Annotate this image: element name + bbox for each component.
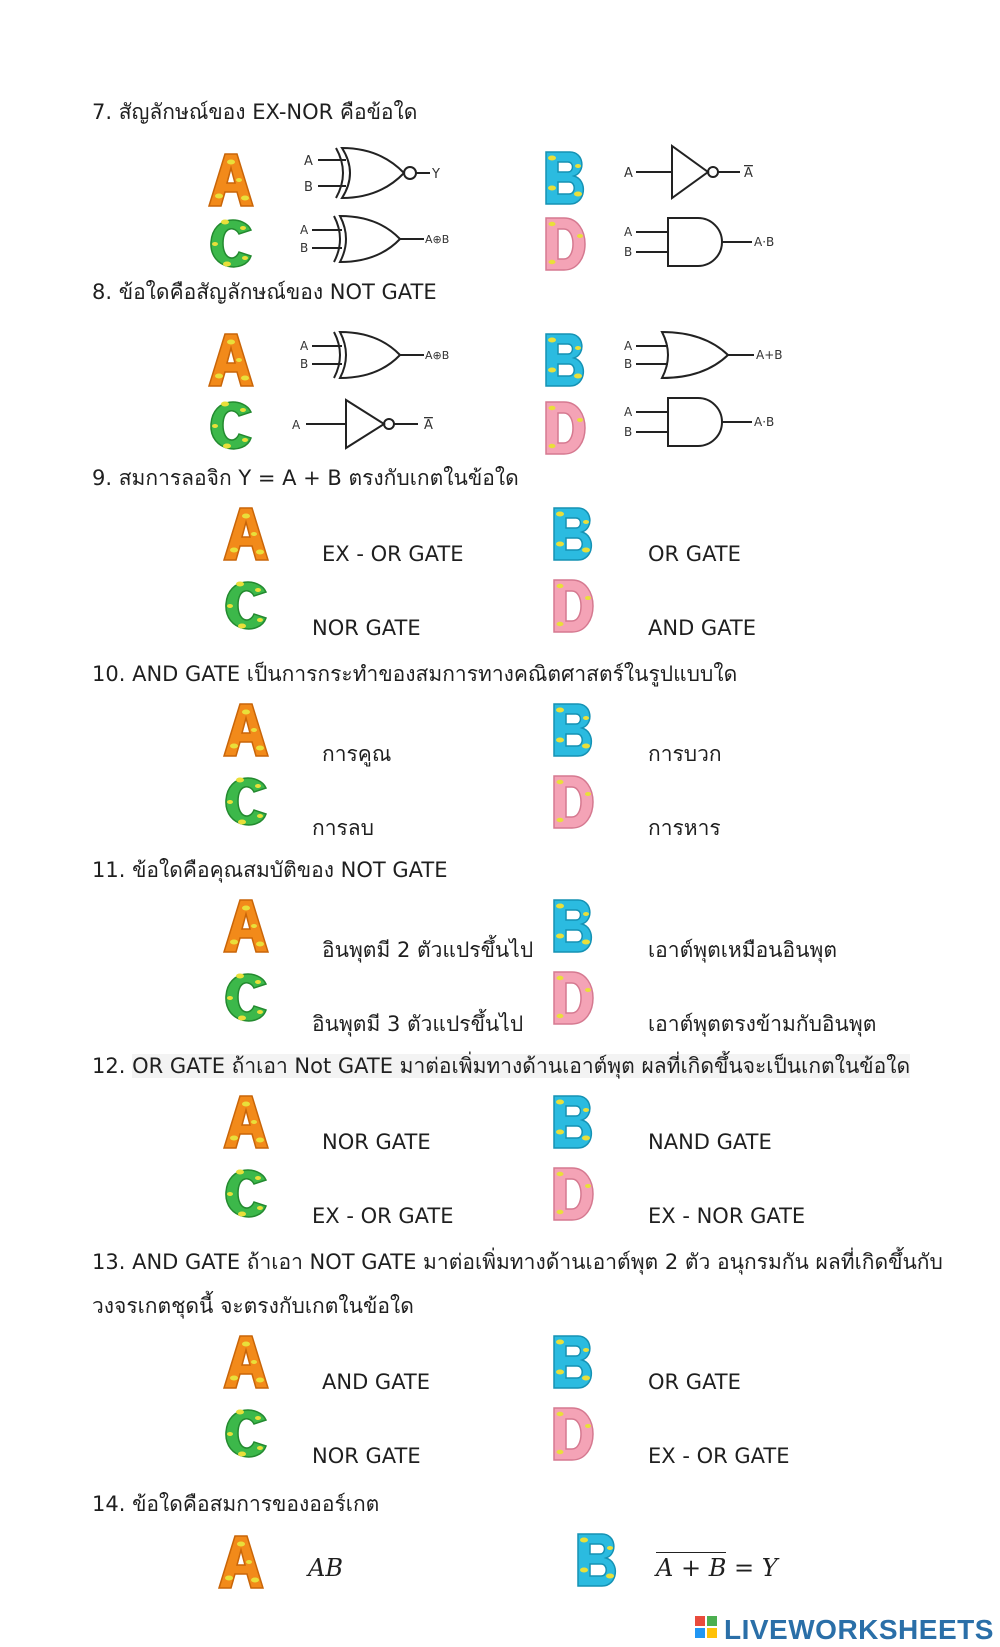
option-d-text[interactable]: การหาร <box>648 816 721 840</box>
option-letter-c-icon[interactable] <box>220 576 272 634</box>
question-9: 9. สมการลอจิก Y = A + B ตรงกับเกตในข้อใด <box>92 466 519 490</box>
gate-input-a: A <box>304 154 313 169</box>
question-12 <box>92 1050 910 1083</box>
gate-output: Y <box>432 167 440 182</box>
question-13-line-2: วงจรเกตชุดนี้ จะตรงกับเกตในข้อใด <box>92 1294 414 1318</box>
option-letter-c-icon[interactable] <box>220 772 272 830</box>
option-d-text[interactable]: EX - OR GATE <box>648 1444 790 1468</box>
option-b-text[interactable]: NAND GATE <box>648 1130 772 1154</box>
option-letter-d-icon[interactable] <box>548 576 600 634</box>
gate-input-a: A <box>300 223 309 237</box>
gate-input-a: A <box>292 418 301 432</box>
gate-input-b: B <box>304 180 313 195</box>
or-gate-icon <box>622 330 792 382</box>
option-b-text[interactable]: OR GATE <box>648 1370 741 1394</box>
option-a-text[interactable]: NOR GATE <box>322 1130 431 1154</box>
option-c-text[interactable]: NOR GATE <box>312 616 421 640</box>
question-10: 10. AND GATE เป็นการกระทำของสมการทางคณิตศาสตร์ในรูปแบบใด <box>92 662 738 686</box>
option-d-text[interactable]: เอาต์พุตตรงข้ามกับอินพุต <box>648 1012 877 1036</box>
option-letter-b-icon[interactable] <box>540 330 592 388</box>
liveworksheets-logo-icon <box>694 1614 720 1642</box>
option-a-text[interactable]: การคูณ <box>322 742 392 766</box>
gate-input-b: B <box>300 357 309 371</box>
option-c-text[interactable]: EX - OR GATE <box>312 1204 454 1228</box>
gate-input-a: A <box>624 339 633 353</box>
gate-input-b: B <box>624 357 633 371</box>
gate-output: A·B <box>754 415 775 429</box>
option-letter-b-icon[interactable] <box>548 896 600 954</box>
option-letter-d-icon[interactable] <box>540 214 592 272</box>
option-d-text[interactable]: EX - NOR GATE <box>648 1204 806 1228</box>
option-b-equation-lhs: A + B <box>656 1554 727 1582</box>
gate-input-a: A <box>300 339 309 353</box>
option-letter-d-icon[interactable] <box>548 1404 600 1462</box>
xor-gate-icon <box>298 214 458 266</box>
option-letter-a-icon[interactable] <box>220 700 272 758</box>
option-b-text[interactable]: การบวก <box>648 742 722 766</box>
option-letter-b-icon[interactable] <box>548 1332 600 1390</box>
option-letter-c-icon[interactable] <box>220 1404 272 1462</box>
gate-input-b: B <box>300 241 309 255</box>
option-d-text[interactable]: AND GATE <box>648 616 757 640</box>
not-gate-icon <box>290 396 470 452</box>
option-letter-d-icon[interactable] <box>540 398 592 456</box>
question-7: 7. สัญลักษณ์ของ EX-NOR คือข้อใด <box>92 100 418 124</box>
not-gate-icon <box>622 140 772 204</box>
option-letter-b-icon[interactable] <box>548 1092 600 1150</box>
option-letter-b-icon[interactable] <box>572 1530 624 1588</box>
gate-output: A⊕B <box>425 233 450 246</box>
question-14: 14. ข้อใดคือสมการของออร์เกต <box>92 1492 380 1516</box>
question-8: 8. ข้อใดคือสัญลักษณ์ของ NOT GATE <box>92 280 437 304</box>
option-a-equation[interactable]: AB <box>308 1554 343 1582</box>
gate-output: A·B <box>754 235 775 249</box>
gate-input-a: A <box>624 405 633 419</box>
option-letter-c-icon[interactable] <box>220 1164 272 1222</box>
option-b-equation-rhs: = Y <box>733 1554 778 1582</box>
and-gate-icon <box>622 214 792 270</box>
and-gate-icon <box>622 394 792 450</box>
option-a-text[interactable]: EX - OR GATE <box>322 542 464 566</box>
option-b-text[interactable]: เอาต์พุตเหมือนอินพุต <box>648 938 837 962</box>
option-letter-a-icon[interactable] <box>205 150 257 208</box>
option-letter-a-icon[interactable] <box>220 504 272 562</box>
xor-gate-icon <box>298 330 458 382</box>
option-letter-b-icon[interactable] <box>548 504 600 562</box>
option-a-text[interactable]: อินพุตมี 2 ตัวแปรขึ้นไป <box>322 938 534 962</box>
option-letter-c-icon[interactable] <box>205 396 257 454</box>
option-a-text[interactable]: AND GATE <box>322 1370 431 1394</box>
question-12-number: 12. <box>92 1054 133 1078</box>
gate-input-b: B <box>624 245 633 259</box>
option-c-text[interactable]: อินพุตมี 3 ตัวแปรขึ้นไป <box>312 1012 524 1036</box>
option-b-text[interactable]: OR GATE <box>648 542 741 566</box>
question-11: 11. ข้อใดคือคุณสมบัติของ NOT GATE <box>92 858 448 882</box>
gate-input-a: A <box>624 225 633 239</box>
option-letter-d-icon[interactable] <box>548 1164 600 1222</box>
option-letter-c-icon[interactable] <box>205 214 257 272</box>
option-c-text[interactable]: การลบ <box>312 816 374 840</box>
option-b-equation[interactable] <box>656 1554 778 1582</box>
option-letter-b-icon[interactable] <box>548 700 600 758</box>
option-letter-d-icon[interactable] <box>548 772 600 830</box>
option-letter-c-icon[interactable] <box>220 968 272 1026</box>
gate-output: A <box>424 418 433 433</box>
option-letter-a-icon[interactable] <box>220 1332 272 1390</box>
option-letter-a-icon[interactable] <box>205 330 257 388</box>
gate-output: A <box>744 166 753 181</box>
option-letter-b-icon[interactable] <box>540 148 592 206</box>
option-c-text[interactable]: NOR GATE <box>312 1444 421 1468</box>
gate-input-b: B <box>624 425 633 439</box>
option-letter-a-icon[interactable] <box>215 1532 267 1590</box>
gate-output: A⊕B <box>425 349 450 362</box>
gate-input-a: A <box>624 166 633 181</box>
liveworksheets-logo-text[interactable]: LIVEWORKSHEETS <box>724 1614 994 1645</box>
option-letter-d-icon[interactable] <box>548 968 600 1026</box>
xnor-gate-icon <box>300 146 450 202</box>
gate-output: A+B <box>756 348 783 362</box>
option-letter-a-icon[interactable] <box>220 896 272 954</box>
question-12-text: OR GATE ถ้าเอา Not GATE มาต่อเพิ่มทางด้านเอาต์พุต ผลที่เกิดขึ้นจะเป็นเกตในข้อใด <box>132 1054 911 1078</box>
option-letter-a-icon[interactable] <box>220 1092 272 1150</box>
question-13: 13. AND GATE ถ้าเอา NOT GATE มาต่อเพิ่มทางด้านเอาต์พุต 2 ตัว อนุกรมกัน ผลที่เกิดขึ้นกับ <box>92 1250 943 1274</box>
